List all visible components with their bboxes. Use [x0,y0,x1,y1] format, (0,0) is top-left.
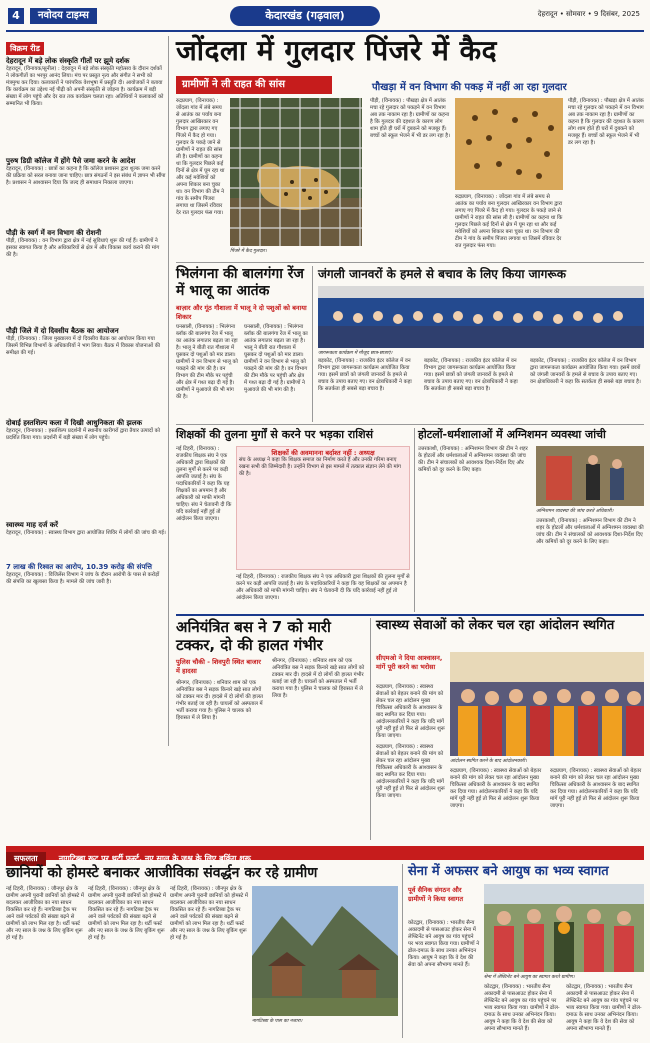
wild-headline: जंगली जानवरों के हमले से बचाव के लिए किया जागरूक [318,267,566,281]
hotel-text-2: उत्तरकाशी, (विनायक) : अग्निशमन विभाग की टीम ने शहर के होटलों और धर्मशालाओं में अग्निशमन व्यवस्था की जांच की। टीम ने संचालकों को आवश्यक दिशा-निर्देश दिए और कमियों को दूर करने के लिए कहा। [536,518,644,545]
bottom-divider [402,864,403,1038]
bottom-bar [6,846,644,863]
bus-text-col2: श्रीनगर, (विनायक) : शनिवार शाम को एक अनियंत्रित बस ने सड़क किनारे खड़े सात लोगों को टक्कर मार दी। हादसे में दो लोगों की हालत गंभीर बताई जा रही है। घायलों को अस्पताल में भर्ती कराया गया है। पुलिस ने चालक को हिरासत में ले लिया है। [272,658,365,699]
hotel-inspection-photo [536,446,644,506]
army-headline: सेना में अफसर बने आयुष का भव्य स्वागत [408,864,609,879]
teacher-box-headline: शिक्षकों की अवमानना बर्दाश्त नहीं : अध्यक्ष [271,449,375,457]
wild-awareness-photo [318,286,644,348]
left-item7-headline: 7 लाख की रिश्वत का आरोप, 10.39 करोड़ की संपत्ति [6,563,152,571]
lead-subhead: ग्रामीणों ने ली राहत की सांस [176,76,332,94]
hotel-photo-caption: अग्निशमन व्यवस्था की जांच करते अधिकारी। [536,509,614,514]
cage-illustration [230,98,362,246]
homestay-photo [252,886,398,1016]
page-number: 4 [8,8,24,24]
left-item2-headline: पुरुष डिग्री कॉलेज में होंगे पैसे जमा करने के आदेश [6,157,136,165]
bottom-bar-text: नागटिब्बा रूट पर थर्टी फर्स्ट, नए साल के जश्न के लिए बुकिंग शुरू [58,854,251,863]
health-text-3: रुद्रप्रयाग, (विनायक) : स्वास्थ्य सेवाओं को बेहतर बनाने की मांग को लेकर चल रहा आंदोलन मुख्य चिकित्सा अधिकारी के आश्वासन के बाद स्थगित कर दिया गया। आंदोलनकारियों ने कहा कि यदि मांगें पूरी नहीं हुईं तो फिर से आंदोलन शुरू किया जाएगा। [450,768,542,809]
health-kicker: सीएमओ ने दिया आश्वासन, मांगें पूरी करने का भरोसा [376,654,443,671]
wild-text-col2: बड़कोट, (विनायक) : राजकीय इंटर कॉलेज में वन विभाग द्वारा जागरूकता कार्यक्रम आयोजित किया गया। इसमें छात्रों को जंगली जानवरों के हमले से बचाव के उपाय बताए गए। वन क्षेत्राधिकारी ने कहा कि सतर्कता ही सबसे बड़ा बचाव है। [424,358,518,392]
left-item3-text: पौड़ी, (विनायक) : वन विभाग द्वारा क्षेत्र में नई सुविधाएं शुरू की गई हैं। ग्रामीणों ने इसका स्वागत किया है और अधिकारियों से क्षेत्र में और विकास कार्य कराने की मांग की है। [6,238,160,258]
left-item7-text: देहरादून, (विनायक) : विजिलेंस विभाग ने जांच के दौरान आरोपी के पास से करोड़ों की संपत्ति का खुलासा किया है। मामले की जांच जारी है। [6,572,160,585]
health-text-1: रुद्रप्रयाग, (विनायक) : स्वास्थ्य सेवाओं को बेहतर बनाने की मांग को लेकर चल रहा आंदोलन मुख्य चिकित्सा अधिकारी के आश्वासन के बाद स्थगित कर दिया गया। आंदोलनकारियों ने कहा कि यदि मांगें पूरी नहीं हुईं तो फिर से आंदोलन शुरू किया जाएगा। [376,684,445,739]
teacher-text: नई टिहरी, (विनायक) : राजकीय शिक्षक संघ ने एक अधिकारी द्वारा शिक्षकों की तुलना मुर्गों से करने पर कड़ी आपत्ति जताई है। संघ के पदाधिकारियों ने कहा कि यह शिक्षकों का अपमान है और अधिकारी को माफी मांगनी चाहिए। संघ ने चेतावनी दी कि यदि कार्रवाई नहीं हुई तो आंदोलन किया जाएगा। [176,446,232,522]
teacher-headline: शिक्षकों की तुलना मुर्गों से करने पर भड़का राशिसं [176,428,374,441]
masthead: नवोदय टाइम्स [30,8,97,24]
homestay-text-col1: नई टिहरी, (विनायक) : जौनपुर क्षेत्र के ग्रामीण अपनी पुरानी छानियों को होमस्टे में बदलकर आजीविका का नया साधन विकसित कर रहे हैं। नागटिब्बा ट्रैक पर आने वाले पर्यटकों की संख्या बढ़ने से ग्रामीणों को लाभ मिल रहा है। थर्टी फर्स्ट और नए साल के जश्न के लिए बुकिंग शुरू हो गई है। [6,886,84,941]
homestay-text-col3: नई टिहरी, (विनायक) : जौनपुर क्षेत्र के ग्रामीण अपनी पुरानी छानियों को होमस्टे में बदलकर आजीविका का नया साधन विकसित कर रहे हैं। नागटिब्बा ट्रैक पर आने वाले पर्यटकों की संख्या बढ़ने से ग्रामीणों को लाभ मिल रहा है। थर्टी फर्स्ट और नए साल के जश्न के लिए बुकिंग शुरू हो गई है। [170,886,248,941]
header-rule [6,30,644,32]
left-item6-headline: स्वास्थ्य माह दर्ज करें [6,521,58,529]
inspection-illustration [536,446,644,506]
bear-text-col1: घनसाली, (विनायक) : भिलंगना ब्लॉक की बालगंगा रेंज में भालू का आतंक लगातार बढ़ता जा रहा है। भालू ने बीती रात गौशाला में घुसकर दो पशुओं को मार डाला। ग्रामीणों ने वन विभाग से भालू को पकड़ने की मांग की है। वन विभाग की टीम मौके पर पहुंची और क्षेत्र में गश्त बढ़ा दी गई है। ग्रामीणों ने मुआवजे की भी मांग की है। [176,324,238,400]
health-photo-caption: आंदोलन स्थगित करने के बाद आंदोलनकारी। [450,759,527,764]
bear-kicker: बाज़ार और गूंठ गौशाला में भालू ने दो पशुओं को बनाया शिकार [176,304,307,321]
health-protest-photo [450,652,644,756]
health-text-4: रुद्रप्रयाग, (विनायक) : स्वास्थ्य सेवाओं को बेहतर बनाने की मांग को लेकर चल रहा आंदोलन मुख्य चिकित्सा अधिकारी के आश्वासन के बाद स्थगित कर दिया गया। आंदोलनकारियों ने कहा कि यदि मांगें पूरी नहीं हुईं तो फिर से आंदोलन शुरू किया जाएगा। [550,768,642,809]
wild-text-col1: बड़कोट, (विनायक) : राजकीय इंटर कॉलेज में वन विभाग द्वारा जागरूकता कार्यक्रम आयोजित किया गया। इसमें छात्रों को जंगली जानवरों के हमले से बचाव के उपाय बताए गए। वन क्षेत्राधिकारी ने कहा कि सतर्कता ही सबसे बड़ा बचाव है। [318,358,412,392]
teacher-divider [414,428,415,612]
left-item5-text: देहरादून, (विनायक) : हस्तशिल्प प्रदर्शनी में स्थानीय कारीगरों द्वारा तैयार उत्पादों को प्रदर्शित किया गया। प्रदर्शनी में बड़ी संख्या में लोग पहुंचे। [6,428,160,441]
bus-text-col1: श्रीनगर, (विनायक) : शनिवार शाम को एक अनियंत्रित बस ने सड़क किनारे खड़े सात लोगों को टक्कर मार दी। हादसे में दो लोगों की हालत गंभीर बताई जा रही है। घायलों को अस्पताल में भर्ती कराया गया है। पुलिस ने चालक को हिरासत में ले लिया है। [176,680,263,721]
bus-divider [370,618,371,840]
protest-illustration [450,652,644,756]
health-headline: स्वास्थ्य सेवाओं को लेकर चल रहा आंदोलन स्थगित [376,618,615,633]
lead-headline: जोंदला में गुलदार पिंजरे में कैद [176,34,497,67]
homestay-text-col2: नई टिहरी, (विनायक) : जौनपुर क्षेत्र के ग्रामीण अपनी पुरानी छानियों को होमस्टे में बदलकर आजीविका का नया साधन विकसित कर रहे हैं। नागटिब्बा ट्रैक पर आने वाले पर्यटकों की संख्या बढ़ने से ग्रामीणों को लाभ मिल रहा है। थर्टी फर्स्ट और नए साल के जश्न के लिए बुकिंग शुरू हो गई है। [88,886,166,941]
leopard-photo-caption: पिंजरे में कैद गुलदार। [230,249,267,254]
left-item1-text: देहरादून, (विनायक/सुनील) : देहरादून में बड़े लोक संस्कृति महोत्सव के दौरान दर्शकों ने लोकगीतों का भरपूर आनंद लिया। मंच पर प्रस्तुत नृत्य और संगीत ने सभी को मंत्रमुग्ध कर दिया। कलाकारों ने पारंपरिक वेशभूषा में प्रस्तुति दी। आयोजकों ने बताया कि कार्यक्रम का उद्देश्य नई पीढ़ी को अपनी संस्कृति से जोड़ना है। कार्यक्रम में बड़ी संख्या में लोग पहुंचे और देर रात तक कार्यक्रम चलता रहा। अतिथियों ने कलाकारों को सम्मानित भी किया। [6,66,164,107]
leopard-closeup-photo [455,98,563,190]
health-text-2: रुद्रप्रयाग, (विनायक) : स्वास्थ्य सेवाओं को बेहतर बनाने की मांग को लेकर चल रहा आंदोलन मुख्य चिकित्सा अधिकारी के आश्वासन के बाद स्थगित कर दिया गया। आंदोलनकारियों ने कहा कि यदि मांगें पूरी नहीं हुईं तो फिर से आंदोलन शुरू किया जाएगा। [376,744,445,799]
bear-headline: भिलंगना की बालगंगा रेंज में भालू का आतंक [176,266,304,299]
lower-rule [176,614,644,616]
army-welcome-illustration [484,884,644,972]
page-header [0,0,650,30]
lead-side-text-3: रुद्रप्रयाग, (विनायक) : जोंदला गांव में लंबे समय से आतंक का पर्याय बना गुलदार आखिरकार वन विभाग द्वारा लगाए गए पिंजरे में कैद हो गया। गुलदार के पकड़े जाने से ग्रामीणों ने राहत की सांस ली है। ग्रामीणों का कहना था कि गुलदार पिछले कई दिनों से क्षेत्र में घूम रहा था और कई मवेशियों को अपना शिकार बना चुका था। वन विभाग की टीम ने गांव के समीप पिंजरा लगाया था जिसमें रविवार देर रात गुलदार फंस गया। [455,194,563,249]
homestay-headline: छानियों को होमस्टे बनाकर आजीविका संवर्द्धन कर रहे ग्रामीण [6,865,318,881]
bus-headline: अनियंत्रित बस ने 7 को मारी टक्कर, दो की हालत गंभीर [176,618,331,654]
section-title: केदारखंड (गढ़वाल) [230,6,380,26]
army-kicker: पूर्व सैनिक संगठन और ग्रामीणों ने किया स्वागत [408,886,464,903]
lead-rule [176,262,644,263]
teacher-text-2: नई टिहरी, (विनायक) : राजकीय शिक्षक संघ ने एक अधिकारी द्वारा शिक्षकों की तुलना मुर्गों से करने पर कड़ी आपत्ति जताई है। संघ के पदाधिकारियों ने कहा कि यह शिक्षकों का अपमान है और अधिकारी को माफी मांगनी चाहिए। संघ ने चेतावनी दी कि यदि कार्रवाई नहीं हुई तो आंदोलन किया जाएगा। [236,574,410,601]
dateline: देहरादून • सोमवार • 9 दिसंबर, 2025 [537,10,640,18]
homestay-photo-caption: नागटिब्बा के पास का नजारा। [252,1019,303,1024]
left-item6-text: देहरादून, (विनायक) : स्वास्थ्य विभाग द्वारा आयोजित शिविर में लोगों की जांच की गई। [6,530,166,536]
wild-photo-caption: जागरूकता कार्यक्रम में मौजूद छात्र-छात्राएं। [318,351,393,356]
students-illustration [318,286,644,348]
hotel-headline: होटलों-धर्मशालाओं में अग्निशमन व्यवस्था जांची [418,428,606,441]
mid-rule [176,424,644,425]
army-text-col1: कोटद्वार, (विनायक) : भारतीय सैन्य अकादमी से पासआउट होकर सेना में लेफ्टिनेंट बने आयुष का गांव पहुंचने पर भव्य स्वागत किया गया। ग्रामीणों ने ढोल-दमाऊ के साथ उनका अभिनंदन किया। आयुष ने कहा कि वे देश की सेवा को अपना सौभाग्य मानते हैं। [408,920,480,968]
left-section-label: विक्रम रीड [6,42,44,55]
left-item5-headline: दोबाई हस्तशिल्प कला में दिखी आधुनिकता की झलक [6,419,142,427]
left-item1-headline: देहरादून में बड़े लोक संस्कृति गीतों पर झूमे दर्शक [6,57,130,65]
bear-divider [312,266,313,422]
teacher-box-text: संघ के अध्यक्ष ने कहा कि शिक्षक समाज का निर्माण करते हैं और उनकी गरिमा बनाए रखना सभी की जिम्मेदारी है। उन्होंने विभाग से इस मामले में तत्काल संज्ञान लेने की मांग की है। [239,457,401,477]
left-column-divider [168,36,169,746]
lead-side-text-2: पौड़ी, (विनायक) : पौखड़ा क्षेत्र में आतंक मचा रहे गुलदार को पकड़ने में वन विभाग अब तक नाकाम रहा है। ग्रामीणों का कहना है कि गुलदार की दहशत के कारण लोग शाम होते ही घरों में दुबकने को मजबूर हैं। बच्चों को स्कूल भेजने में भी डर लग रहा है। [568,98,644,146]
hotel-text: उत्तरकाशी, (विनायक) : अग्निशमन विभाग की टीम ने शहर के होटलों और धर्मशालाओं में अग्निशमन व्यवस्था की जांच की। टीम ने संचालकों को आवश्यक दिशा-निर्देश दिए और कमियों को दूर करने के लिए कहा। [418,446,528,473]
army-welcome-photo [484,884,644,972]
left-column [6,36,166,746]
left-item4-text: पौड़ी, (विनायक) : जिला मुख्यालय में दो दिवसीय बैठक का आयोजन किया गया जिसमें विभिन्न विभागों के अधिकारियों ने भाग लिया। बैठक में विकास योजनाओं की समीक्षा की गई। [6,336,161,356]
left-item3-headline: पौड़ी के स्वर्ग में वन विभाग की रोशनी [6,229,102,237]
mountain-homestay-illustration [252,886,398,1016]
left-item2-text: देहरादून, (विनायक) : छात्रों का कहना है कि कॉलेज प्रशासन द्वारा शुल्क जमा करने की प्रक्रिया को सरल बनाया जाना चाहिए। छात्र संगठनों ने इस संबंध में ज्ञापन भी सौंपा है। प्रशासन ने आश्वासन दिया कि जल्द ही समाधान निकाला जाएगा। [6,166,166,186]
bear-text-col2: घनसाली, (विनायक) : भिलंगना ब्लॉक की बालगंगा रेंज में भालू का आतंक लगातार बढ़ता जा रहा है। भालू ने बीती रात गौशाला में घुसकर दो पशुओं को मार डाला। ग्रामीणों ने वन विभाग से भालू को पकड़ने की मांग की है। वन विभाग की टीम मौके पर पहुंची और क्षेत्र में गश्त बढ़ा दी गई है। ग्रामीणों ने मुआवजे की भी मांग की है। [244,324,308,393]
lead-text: रुद्रप्रयाग, (विनायक) : जोंदला गांव में लंबे समय से आतंक का पर्याय बना गुलदार आखिरकार वन विभाग द्वारा लगाए गए पिंजरे में कैद हो गया। गुलदार के पकड़े जाने से ग्रामीणों ने राहत की सांस ली है। ग्रामीणों का कहना था कि गुलदार पिछले कई दिनों से क्षेत्र में घूम रहा था और कई मवेशियों को अपना शिकार बना चुका था। वन विभाग की टीम ने गांव के समीप पिंजरा लगाया था जिसमें रविवार देर रात गुलदार फंस गया। [176,98,225,216]
lead-side-headline: पौखड़ा में वन विभाग की पकड़ में नहीं आ रहा गुलदार [372,82,567,93]
army-text-col2: कोटद्वार, (विनायक) : भारतीय सैन्य अकादमी से पासआउट होकर सेना में लेफ्टिनेंट बने आयुष का गांव पहुंचने पर भव्य स्वागत किया गया। ग्रामीणों ने ढोल-दमाऊ के साथ उनका अभिनंदन किया। आयुष ने कहा कि वे देश की सेवा को अपना सौभाग्य मानते हैं। [484,984,560,1032]
teacher-box [236,446,410,570]
bottom-bar-label: सफलता [6,852,46,866]
army-text-col3: कोटद्वार, (विनायक) : भारतीय सैन्य अकादमी से पासआउट होकर सेना में लेफ्टिनेंट बने आयुष का गांव पहुंचने पर भव्य स्वागत किया गया। ग्रामीणों ने ढोल-दमाऊ के साथ उनका अभिनंदन किया। आयुष ने कहा कि वे देश की सेवा को अपना सौभाग्य मानते हैं। [566,984,642,1032]
army-photo-caption: सेना में लेफ्टिनेंट बने आयुष का स्वागत करते ग्रामीण। [484,975,575,980]
leopard-cage-photo [230,98,362,246]
bus-kicker: पुलिस चौकी - शिवपुरी स्थित बाजार में हादसा [176,658,261,675]
left-item4-headline: पौड़ी जिले में दो दिवसीय बैठक का आयोजन [6,327,119,335]
wild-text-col3: बड़कोट, (विनायक) : राजकीय इंटर कॉलेज में वन विभाग द्वारा जागरूकता कार्यक्रम आयोजित किया गया। इसमें छात्रों को जंगली जानवरों के हमले से बचाव के उपाय बताए गए। वन क्षेत्राधिकारी ने कहा कि सतर्कता ही सबसे बड़ा बचाव है। [530,358,641,385]
leopard-closeup-illustration [455,98,563,190]
lead-side-text: पौड़ी, (विनायक) : पौखड़ा क्षेत्र में आतंक मचा रहे गुलदार को पकड़ने में वन विभाग अब तक नाकाम रहा है। ग्रामीणों का कहना है कि गुलदार की दहशत के कारण लोग शाम होते ही घरों में दुबकने को मजबूर हैं। बच्चों को स्कूल भेजने में भी डर लग रहा है। [370,98,450,139]
